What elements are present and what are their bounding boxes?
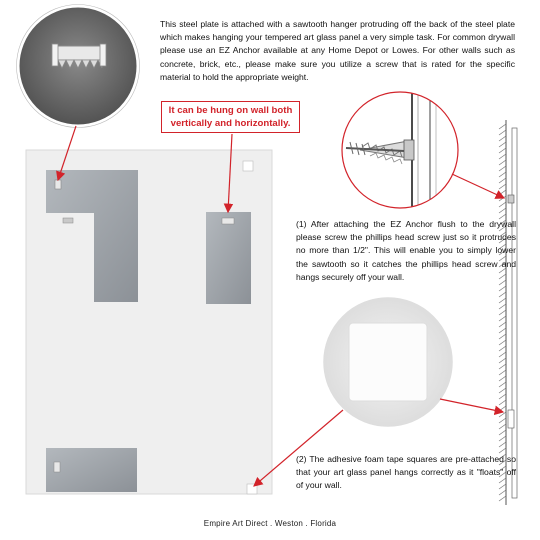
wall-hatch-line — [499, 346, 506, 351]
sawtooth-hanger — [54, 462, 60, 472]
orientation-callout-text: It can be hung on wall both vertically and horizontally. — [168, 105, 293, 129]
hanger-closeup — [17, 5, 140, 128]
step-1-paragraph: (1) After attaching the EZ Anchor flush to the drywall please screw the phillips head screw just so it protrudes no more than 1/2". This will enable you to simply lower the sawtooth so it catches the phillips head screw and hangs securely off your wall. — [296, 219, 516, 282]
wall-hatch-line — [499, 208, 506, 213]
wall-hatch-line — [499, 148, 506, 153]
wall-hatch-line — [499, 316, 506, 321]
wall-hatch-line — [499, 412, 506, 417]
wall-hatch-line — [499, 406, 506, 411]
wall-hatch-line — [499, 202, 506, 207]
wall-hatch-line — [499, 292, 506, 297]
wall-hatch-line — [499, 142, 506, 147]
anchor-closeup — [340, 90, 460, 210]
steel-plate-vertical — [206, 212, 251, 304]
wall-hatch-line — [499, 364, 506, 369]
wall-hatch-line — [499, 298, 506, 303]
wall-hatch-line — [499, 424, 506, 429]
sawtooth-hanger — [55, 180, 61, 189]
wall-hatch-line — [499, 124, 506, 129]
wall-hatch-line — [499, 130, 506, 135]
wall-hatch-line — [499, 154, 506, 159]
wall-hatch-line — [499, 310, 506, 315]
foam-closeup — [322, 296, 454, 428]
wall-hatch-line — [499, 184, 506, 189]
wall-hatch-line — [499, 496, 506, 501]
wall-hatch-line — [499, 136, 506, 141]
wall-hatch-line — [499, 340, 506, 345]
wall-hatch-line — [499, 394, 506, 399]
wall-hatch-line — [499, 352, 506, 357]
wall-hatch-line — [499, 190, 506, 195]
wall-hatch-line — [499, 334, 506, 339]
wall-hatch-line — [499, 382, 506, 387]
wall-hatch-line — [499, 430, 506, 435]
orientation-callout — [161, 101, 300, 133]
step-2-paragraph: (2) The adhesive foam tape squares are pre-attached so that your art glass panel hangs correctly as it "floats" off of your wall. — [296, 454, 516, 491]
wall-cross-section — [499, 120, 517, 505]
intro-paragraph: This steel plate is attached with a sawtooth hanger protruding off the back of the steel plate which makes hanging your tempered art glass panel a very simple task. For common drywall please use an EZ Anchor available at any Home Depot or Lowes. For other walls such as concrete, brick, etc., please make sure you utilize a screw that is rated for the specific material to hold the appropriate weight. — [160, 19, 515, 82]
foam-square — [243, 161, 253, 171]
wall-hatch-line — [499, 376, 506, 381]
sawtooth-hanger — [222, 218, 234, 224]
wall-hatch-line — [499, 322, 506, 327]
wall-hatch-line — [499, 172, 506, 177]
foam-square — [508, 410, 514, 428]
screw-icon — [508, 195, 514, 203]
wall-hatch-line — [499, 160, 506, 165]
wall-hatch-line — [499, 400, 506, 405]
wall-hatch-line — [499, 418, 506, 423]
panel-back — [26, 150, 272, 494]
wall-hatch-line — [499, 436, 506, 441]
wall-hatch-line — [499, 286, 506, 291]
wall-hatch-line — [499, 166, 506, 171]
wall-hatch-line — [499, 304, 506, 309]
wall-hatch-line — [499, 358, 506, 363]
wall-hatch-line — [499, 370, 506, 375]
wall-hatch-line — [499, 442, 506, 447]
foam-square-icon — [349, 323, 427, 401]
wall-hatch-line — [499, 178, 506, 183]
wall-hatch-line — [499, 388, 506, 393]
wall-hatch-line — [499, 328, 506, 333]
footer-credit: Empire Art Direct . Weston . Florida — [203, 519, 337, 528]
